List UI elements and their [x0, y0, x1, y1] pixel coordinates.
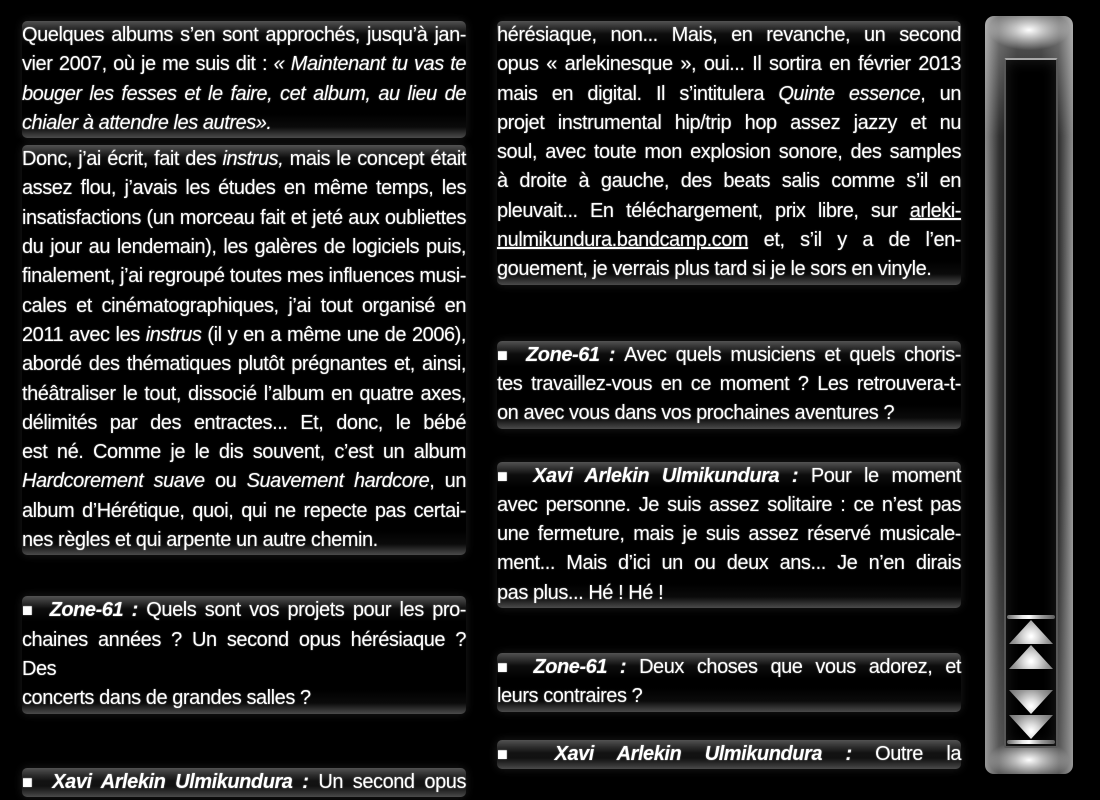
text-segment: album d’Hérétique, quoi, qui ne repecte pas certai- [22, 499, 466, 522]
text-line [22, 21, 466, 50]
text-segment: pleuvait... En téléchargement, prix libre, sur [497, 199, 910, 222]
text-line [497, 520, 961, 549]
text-segment: Outre la [875, 742, 961, 765]
bandcamp-link[interactable]: arleki- [909, 199, 961, 222]
answer-projects-start [22, 768, 466, 797]
answer-musicians [497, 462, 961, 608]
text-line [497, 682, 961, 711]
text-line [22, 174, 466, 203]
text-segment: on avec vous dans vos prochaines aventures ? [497, 402, 895, 425]
text-segment: assez flou, j’avais les études en même temps, les [22, 177, 466, 200]
text-segment: Zone-61 : [526, 343, 625, 366]
text-segment: chialer à attendre les autres». [22, 111, 272, 134]
text-segment: 2011 avec les [22, 323, 146, 346]
text-segment: vier 2007, où je me suis dit : [22, 53, 274, 76]
text-segment: gouement, je verrais plus tard si je le sors en vinyle. [497, 258, 932, 281]
text-segment: Un second opus [318, 770, 466, 793]
text-line [22, 768, 466, 797]
text-line [497, 167, 961, 196]
text-segment: Xavi Arlekin Ulmikundura : [533, 464, 811, 487]
text-segment: à droite à gauche, des beats salis comme s’il en [497, 170, 961, 193]
text-segment: cales et cinématographiques, j’ai tout organisé en [22, 294, 466, 317]
text-segment: Pour le moment [810, 464, 961, 487]
text-line [22, 204, 466, 233]
scroll-down-icon[interactable] [1009, 715, 1053, 739]
text-line [22, 321, 466, 350]
text-segment: abordé des thématiques plutôt prégnantes et, ainsi, [22, 353, 466, 376]
text-segment: mais le concept était [283, 148, 466, 171]
text-line [497, 226, 961, 255]
text-segment: Deux choses que vous adorez, et [639, 656, 961, 679]
text-segment: opus « arlekinesque », oui... Il sortira en février 2013 [497, 53, 961, 76]
answer-two-things-start [497, 740, 961, 769]
text-line [22, 497, 466, 526]
text-line [22, 262, 466, 291]
bandcamp-link[interactable]: nulmikundura.bandcamp.com [497, 229, 749, 252]
text-segment: projet instrumental hip/trip hop assez jazzy et nu [497, 111, 961, 134]
question-two-things [497, 653, 961, 712]
text-column-left [22, 21, 466, 797]
text-line [22, 626, 466, 685]
text-segment: nes règles et qui arpente un autre chemin. [22, 529, 378, 552]
text-line [497, 109, 961, 138]
bullet-square-icon: ■ [497, 657, 529, 678]
text-line [22, 467, 466, 496]
text-segment: instrus [145, 323, 202, 346]
text-line [497, 341, 961, 370]
text-segment: , un [920, 82, 961, 105]
text-line [22, 409, 466, 438]
text-line [497, 255, 961, 284]
text-line [22, 596, 466, 625]
bullet-square-icon: ■ [497, 344, 522, 365]
text-line [497, 50, 961, 79]
text-segment: tes travaillez-vous en ce moment ? Les retrouvera-t- [497, 372, 961, 395]
text-segment: du jour au lendemain), les galères de logiciels puis, [22, 236, 466, 259]
text-segment: ment... Mais d’ici un ou deux ans... Je n’en dirais [497, 552, 961, 575]
text-segment: est né. Comme je le dis souvent, c’est un album [22, 441, 466, 464]
scrollbar-track[interactable] [985, 16, 1073, 774]
text-segment: bouger les fesses et le faire, cet album, au lieu de [22, 82, 466, 105]
scrollbar-separator [1007, 740, 1055, 744]
scrollbar-groove [1004, 58, 1058, 748]
answer-projects-continued [497, 21, 961, 285]
bullet-square-icon: ■ [497, 465, 529, 486]
text-segment: Zone-61 : [49, 599, 147, 622]
text-line [497, 740, 961, 769]
text-line [497, 21, 961, 50]
text-segment: et, s’il y a de l’en- [748, 229, 961, 252]
text-segment: Xavi Arlekin Ulmikundura : [554, 742, 876, 765]
text-line [497, 80, 961, 109]
text-line [497, 370, 961, 399]
scrollbar-controls [1006, 615, 1056, 744]
text-line [22, 80, 466, 109]
text-line [22, 380, 466, 409]
text-line [22, 50, 466, 79]
text-segment: hérésiaque, non... Mais, en revanche, un second [497, 24, 961, 46]
text-segment: Quinte essence [778, 82, 921, 105]
text-column-right [497, 21, 961, 769]
question-musicians [497, 341, 961, 429]
scrollbar-separator [1007, 615, 1055, 619]
text-line [497, 197, 961, 226]
text-segment: Donc, j’ai écrit, fait des [22, 148, 223, 171]
text-line [22, 526, 466, 555]
text-segment: Suavement hardcore [246, 470, 430, 493]
text-line [22, 109, 466, 138]
text-segment: Zone-61 : [533, 656, 640, 679]
text-segment: (il y en a même une de 2006), [201, 323, 466, 346]
text-line [497, 653, 961, 682]
bullet-square-icon: ■ [497, 743, 550, 764]
text-line [22, 292, 466, 321]
paragraph-album-story [22, 145, 466, 555]
question-projects [22, 596, 466, 713]
text-segment: insatisfactions (un morceau fait et jeté aux oubliettes [22, 206, 466, 229]
bullet-square-icon: ■ [22, 600, 45, 621]
text-segment: chaines années ? Un second opus hérésiaque ? Des [22, 628, 466, 680]
scroll-down-icon[interactable] [1009, 690, 1053, 714]
text-line [497, 491, 961, 520]
text-segment: « Maintenant tu vas te [273, 53, 467, 76]
text-segment: instrus, [222, 148, 284, 171]
text-segment: concerts dans de grandes salles ? [22, 687, 311, 710]
text-segment: Avec quels musiciens et quels choris- [624, 343, 961, 366]
scroll-up-icon[interactable] [1009, 645, 1053, 669]
text-line [497, 399, 961, 428]
paragraph-intro [22, 21, 466, 138]
text-segment: soul, avec toute mon explosion sonore, des samples [497, 141, 961, 164]
text-segment: mais en digital. Il s’intitulera [497, 82, 779, 105]
text-segment: une fermeture, mais je suis assez réservé musicale- [497, 523, 961, 546]
text-segment: leurs contraires ? [497, 685, 643, 708]
text-segment: pas plus... Hé ! Hé ! [497, 581, 664, 604]
text-line [22, 684, 466, 713]
text-line [497, 579, 961, 608]
text-line [22, 350, 466, 379]
text-line [497, 138, 961, 167]
bullet-square-icon: ■ [22, 771, 48, 792]
text-line [497, 462, 961, 491]
text-line [497, 549, 961, 578]
scroll-up-icon[interactable] [1009, 620, 1053, 644]
text-line [22, 438, 466, 467]
text-segment: , un [429, 470, 466, 493]
text-segment: Hardcorement suave [22, 470, 205, 493]
text-segment: Xavi Arlekin Ulmikundura : [52, 770, 319, 793]
text-segment: avec personne. Je suis assez solitaire : ce n’est pas [497, 493, 961, 516]
spacer [1006, 670, 1056, 689]
text-segment: finalement, j’ai regroupé toutes mes influences musi- [22, 265, 466, 288]
text-segment: délimités par des entractes... Et, donc, le bébé [22, 411, 466, 434]
text-line [22, 145, 466, 174]
text-segment: Quelques albums s’en sont approchés, jusqu’à jan- [22, 24, 466, 46]
text-segment: ou [204, 470, 247, 493]
text-segment: théâtraliser le tout, dissocié l’album en quatre axes, [22, 382, 466, 405]
text-line [22, 233, 466, 262]
text-segment: Quels sont vos projets pour les pro- [146, 599, 466, 622]
